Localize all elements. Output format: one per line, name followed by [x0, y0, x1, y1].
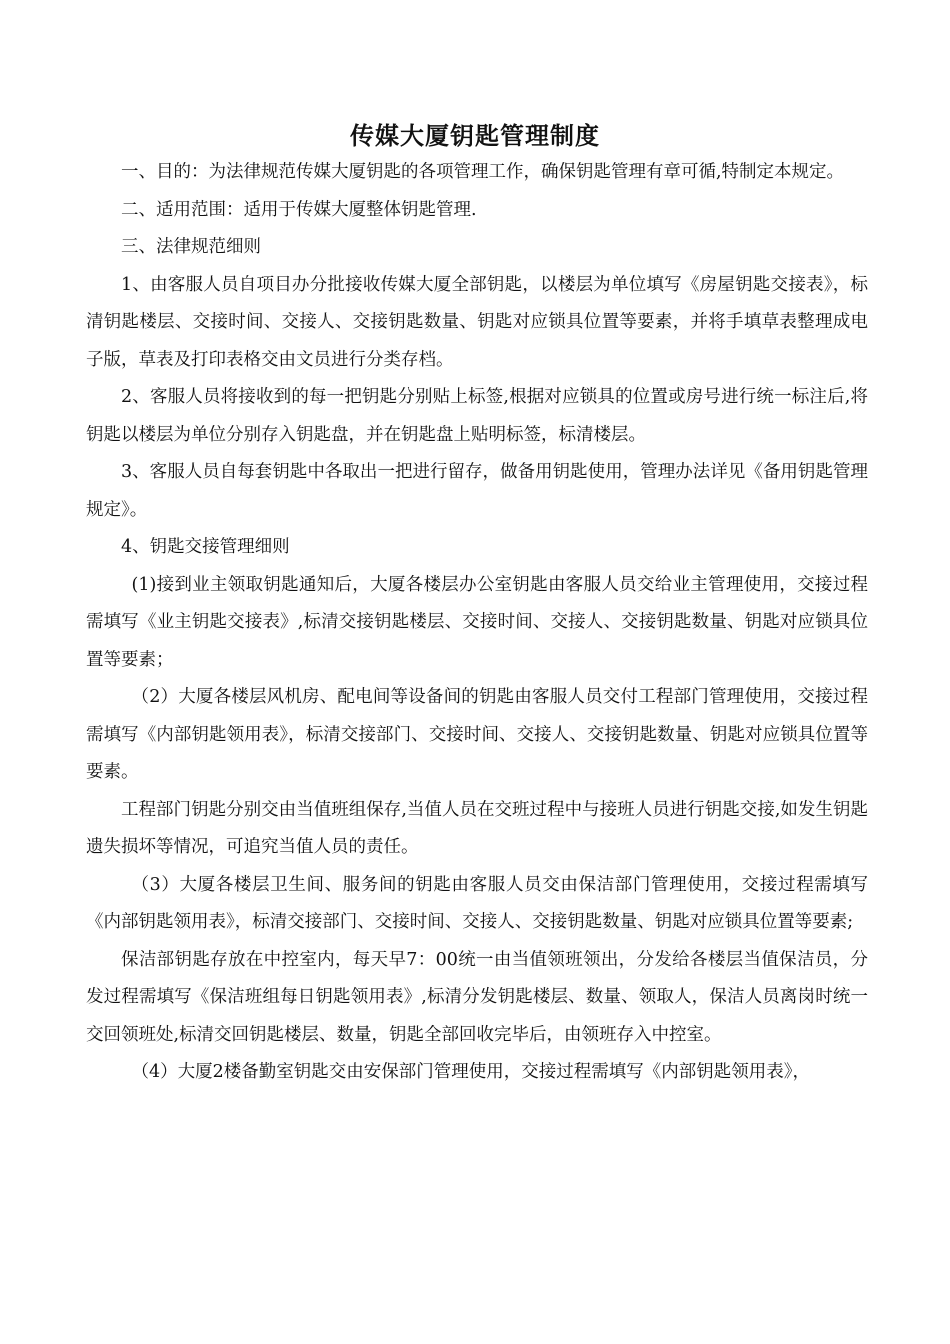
paragraph-rule-2: 2、客服人员将接收到的每一把钥匙分别贴上标签,根据对应锁具的位置或房号进行统一标注后,将钥匙以楼层为单位分别存入钥匙盘，并在钥匙盘上贴明标签，标清楼层。 — [86, 387, 868, 445]
paragraph-rule-4-heading: 4、钥匙交接管理细则 — [121, 537, 290, 557]
paragraph-rule-3: 3、客服人员自每套钥匙中各取出一把进行留存，做备用钥匙使用，管理办法详见《备用钥匙管理规定》。 — [86, 462, 868, 520]
paragraph-rule-1: 1、由客服人员自项目办分批接收传媒大厦全部钥匙，以楼层为单位填写《房屋钥匙交接表》，标清钥匙楼层、交接时间、交接人、交接钥匙数量、钥匙对应锁具位置等要素，并将手填草表整理成电子版，草表及打印表格交由文员进行分类存档。 — [86, 274, 868, 370]
paragraph-engineering-keys: 工程部门钥匙分别交由当值班组保存,当值人员在交班过程中与接班人员进行钥匙交接,如发生钥匙遗失损坏等情况，可追究当值人员的责任。 — [86, 799, 868, 857]
paragraph-rule-4-3: （3）大厦各楼层卫生间、服务间的钥匙由客服人员交由保洁部门管理使用，交接过程需填写《内部钥匙领用表》，标清交接部门、交接时间、交接人、交接钥匙数量、钥匙对应锁具位置等要素; — [86, 874, 868, 932]
paragraph-cleaning-keys: 保洁部钥匙存放在中控室内，每天早7：00统一由当值领班领出，分发给各楼层当值保洁员，分发过程需填写《保洁班组每日钥匙领用表》,标清分发钥匙楼层、数量、领取人，保洁人员离岗时统一交回领班处,标清交回钥匙楼层、数量，钥匙全部回收完毕后，由领班存入中控室。 — [86, 949, 868, 1045]
paragraph-rule-4-1: (1)接到业主领取钥匙通知后，大厦各楼层办公室钥匙由客服人员交给业主管理使用，交接过程需填写《业主钥匙交接表》,标清交接钥匙楼层、交接时间、交接人、交接钥匙数量、钥匙对应锁具位置等要素； — [86, 574, 868, 670]
paragraph-purpose: 一、目的：为法律规范传媒大厦钥匙的各项管理工作，确保钥匙管理有章可循,特制定本规定。 — [121, 162, 845, 182]
paragraph-rules-heading: 三、法律规范细则 — [121, 237, 261, 257]
paragraph-rule-4-2: （2）大厦各楼层风机房、配电间等设备间的钥匙由客服人员交付工程部门管理使用，交接过程需填写《内部钥匙领用表》，标清交接部门、交接时间、交接人、交接钥匙数量、钥匙对应锁具位置等要素。 — [86, 687, 868, 782]
document-body — [86, 154, 868, 1092]
paragraph-rule-4-4: （4）大厦2楼备勤室钥匙交由安保部门管理使用，交接过程需填写《内部钥匙领用表》， — [131, 1062, 811, 1082]
document-title: 传媒大厦钥匙管理制度 — [350, 122, 600, 150]
paragraph-scope: 二、适用范围：适用于传媒大厦整体钥匙管理. — [121, 199, 477, 220]
